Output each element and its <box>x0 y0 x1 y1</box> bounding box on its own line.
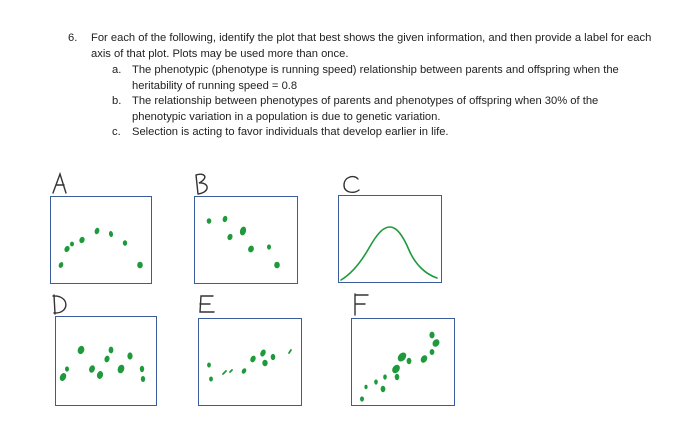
part-c-label: c. <box>112 126 121 138</box>
dot <box>383 374 387 379</box>
dot <box>289 350 291 353</box>
dot <box>104 355 111 363</box>
dot <box>123 240 127 246</box>
dot <box>77 345 86 355</box>
dot <box>140 366 144 372</box>
plot-f <box>351 318 455 406</box>
dot <box>78 236 85 244</box>
plot-c <box>338 195 442 283</box>
dot <box>227 233 234 241</box>
dot <box>239 226 247 236</box>
part-b-label: b. <box>112 95 122 107</box>
dot <box>274 262 280 269</box>
dot <box>94 227 100 235</box>
dot <box>396 351 408 363</box>
dot <box>407 358 412 364</box>
dot <box>260 349 266 356</box>
part-c-text: Selection is acting to favor individuals that develop earlier in life. <box>132 126 449 138</box>
dot <box>381 386 386 392</box>
bell-curve-line <box>341 227 437 280</box>
dot <box>59 372 68 382</box>
part-b-text: The relationship between phenotypes of parents and phenotypes of offspring when 30% of the phenotypic variation in a population is due to genetic variation. <box>132 95 599 123</box>
dot <box>137 262 143 269</box>
dot <box>271 354 275 359</box>
dot <box>63 245 70 253</box>
dot <box>210 377 213 381</box>
dot <box>429 332 434 339</box>
dot <box>70 242 74 247</box>
dot <box>127 352 132 359</box>
plot-b <box>194 196 298 284</box>
part-a-text: The phenotypic (phenotype is running speed) relationship between parents and offspring when the heritability of running speed = 0.8 <box>132 64 619 92</box>
dot <box>360 396 364 401</box>
dot <box>263 360 267 366</box>
dot <box>230 370 232 372</box>
dot <box>88 364 96 373</box>
part-a-label: a. <box>112 64 122 76</box>
dot <box>395 374 400 380</box>
dot <box>374 379 378 384</box>
dot <box>247 245 255 253</box>
dot <box>141 376 145 382</box>
question-number: 6. <box>68 32 78 44</box>
question-text: For each of the following, identify the plot that best shows the given information, and then provide a label for each axis of that plot. Plots may be used more than once. <box>91 32 652 60</box>
dot <box>430 349 435 355</box>
dot <box>223 371 226 374</box>
dot <box>267 244 271 249</box>
dot <box>364 385 367 389</box>
dot <box>96 370 104 379</box>
dot <box>58 261 64 268</box>
dot <box>391 363 402 374</box>
dot <box>109 231 114 238</box>
plot-e <box>198 318 302 406</box>
dot <box>419 354 428 364</box>
dot <box>65 366 69 371</box>
dot <box>250 355 256 362</box>
dot <box>241 368 246 374</box>
plot-d <box>55 316 157 406</box>
dot <box>116 364 125 374</box>
plot-a <box>50 196 152 284</box>
dot <box>207 218 212 224</box>
dot <box>208 363 211 367</box>
dot <box>431 338 441 348</box>
dot <box>222 215 228 222</box>
dot <box>109 347 114 354</box>
